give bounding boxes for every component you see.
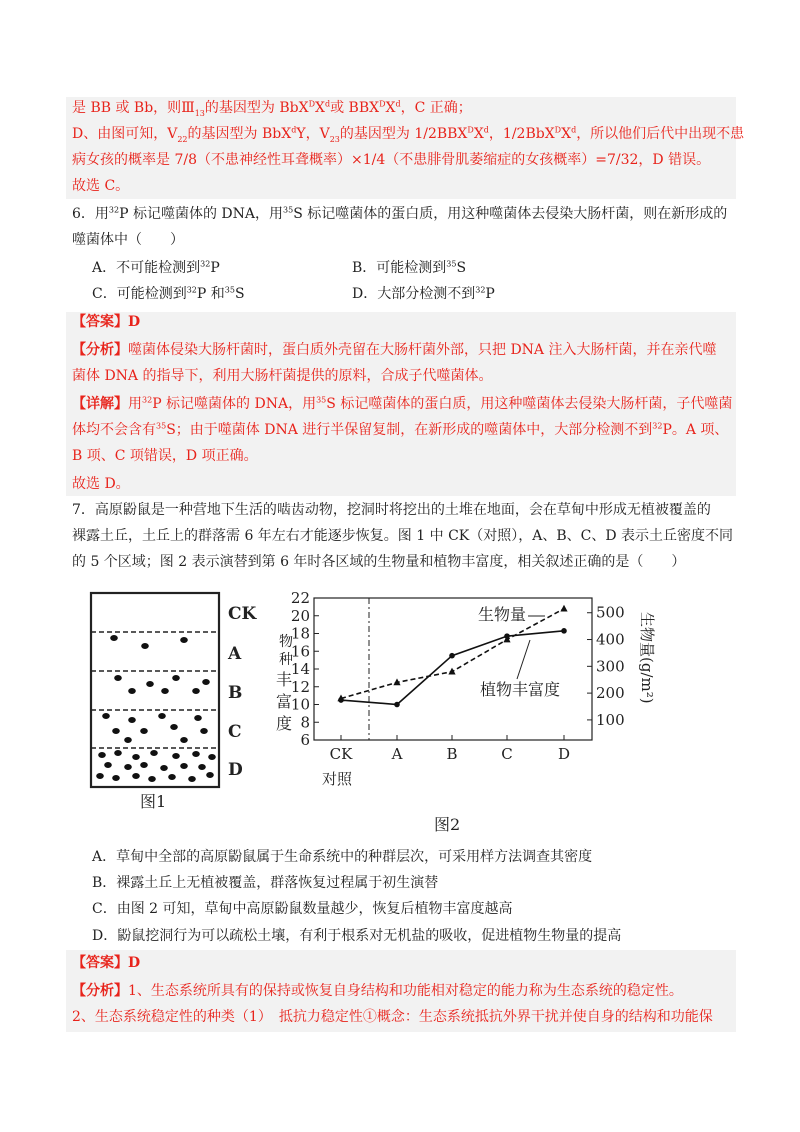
soil-mound-dot xyxy=(158,713,166,719)
row-label-b: B xyxy=(228,683,243,703)
text-line: 故选 C。 xyxy=(72,178,130,194)
q6-detail: B 项、C 项错误，D 项正确。 xyxy=(72,448,258,464)
soil-mound-dot xyxy=(141,643,149,649)
left-axis-label-char: 度 xyxy=(276,714,293,733)
text-line: 是 BB 或 Bb，则$Ⅲ_{13}$的基因型为 $BbX^DX^d$或 $BBX^DX^d$，C 正确； xyxy=(72,99,472,118)
text-line: D、由图可知，$V_{22}$的基因型为 BbX$^d$Y，$V_{23}$的基因型为 $1/2BBX^DX^d$，$1/2BbX^DX^d$，所以他们后代中出现不患 xyxy=(72,125,745,144)
soil-mound-dot xyxy=(172,753,180,759)
soil-mound-dot xyxy=(194,715,202,721)
soil-mound-dot xyxy=(128,717,136,723)
figure-1-frame xyxy=(91,593,219,787)
figure-2-caption: 图2 xyxy=(434,815,461,834)
soil-mound-dot xyxy=(180,737,188,743)
soil-mound-dot xyxy=(202,679,210,685)
left-axis-tick-label: 8 xyxy=(300,713,310,732)
soil-mound-dot xyxy=(192,751,200,757)
right-axis-ticks xyxy=(587,604,625,729)
soil-mound-dot xyxy=(124,737,132,743)
q7-option-c: C．由图 2 可知，草甸中高原鼢鼠数量越少，恢复后植物丰富度越高 xyxy=(92,901,513,917)
soil-mound-dot xyxy=(98,752,106,758)
soil-mound-dot xyxy=(150,750,158,756)
question-7-stem: 的 5 个区域；图 2 表示演替到第 6 年时各区域的生物量和植物丰富度，相关叙述正确的是（ ） xyxy=(72,554,686,570)
right-axis-tick-label: 100 xyxy=(596,710,625,729)
soil-mound-dot xyxy=(140,728,148,734)
q6-answer: 【答案】D xyxy=(72,314,141,330)
q6-option-b: B．可能检测到$^{35}$S xyxy=(352,259,467,276)
q6-option-c: C．可能检测到$^{32}$P 和$^{35}$S xyxy=(92,285,245,302)
soil-mound-dot xyxy=(140,762,148,768)
soil-mound-dot xyxy=(200,728,208,734)
question-6-stem: 噬菌体中（ ） xyxy=(72,232,184,248)
soil-mound-dot xyxy=(198,764,206,770)
richness-point xyxy=(449,653,455,659)
richness-point xyxy=(394,702,400,708)
soil-mound-dot xyxy=(180,763,188,769)
question-7-stem: 裸露土丘，土丘上的群落需 6 年左右才能逐步恢复。图 1 中 CK（对照），A、B、C、D 表示土丘密度不同 xyxy=(72,528,734,544)
soil-mound-dot xyxy=(192,688,200,694)
left-axis-label-char: 种 xyxy=(279,652,293,668)
left-axis-tick-label: 20 xyxy=(290,606,310,625)
q7-option-b: B．裸露土丘上无植被覆盖，群落恢复过程属于初生演替 xyxy=(92,875,439,891)
x-axis-tick-label: B xyxy=(446,745,458,763)
row-label-d: D xyxy=(228,760,243,780)
left-axis-label xyxy=(276,633,293,733)
right-axis-tick-label: 300 xyxy=(596,657,625,676)
x-axis-ticks xyxy=(330,735,570,763)
left-axis-tick-label: 10 xyxy=(290,695,310,714)
left-axis-tick-label: 12 xyxy=(290,677,310,696)
left-axis-label-char: 富 xyxy=(276,692,293,711)
soil-mound-dot xyxy=(160,765,168,771)
left-axis-tick-label: 16 xyxy=(290,642,310,661)
label-biomass: 生物量 xyxy=(478,605,527,624)
soil-mound-dot xyxy=(124,764,132,770)
left-axis-label-char: 物 xyxy=(279,634,293,650)
left-axis-tick-label: 22 xyxy=(290,589,310,607)
soil-mound-dot xyxy=(132,773,140,779)
soil-mound-dot xyxy=(104,762,112,768)
soil-mound-dot xyxy=(112,775,120,781)
chart-frame xyxy=(314,598,592,740)
right-axis-tick-label: 500 xyxy=(596,603,625,622)
q6-analysis: 【分析】噬菌体侵染大肠杆菌时，蛋白质外壳留在大肠杆菌外部，只把 DNA 注入大肠杆菌，并在亲代噬 xyxy=(72,342,717,358)
label-richness: 植物丰富度 xyxy=(480,680,561,699)
soil-mound-dot xyxy=(206,772,214,778)
soil-mound-dot xyxy=(114,675,122,681)
q6-detail: 【详解】用$^{32}$P 标记噬菌体的 DNA，用$^{35}$S 标记噬菌体的蛋白质，用这种噬菌体去侵染大肠杆菌，子代噬菌 xyxy=(72,395,733,412)
figure-1-caption: 图1 xyxy=(140,792,167,810)
left-axis-tick-label: 6 xyxy=(300,731,310,749)
left-axis-tick-label: 14 xyxy=(290,660,310,678)
q7-option-d: D．鼢鼠挖洞行为可以疏松土壤，有利于根系对无机盐的吸收，促进植物生物量的提高 xyxy=(92,928,622,944)
row-label-ck: CK xyxy=(228,604,257,624)
figure-1-dots xyxy=(96,635,216,782)
soil-mound-dot xyxy=(161,688,169,694)
soil-mound-dot xyxy=(112,728,120,734)
right-axis-label: 生物量(g/m²) xyxy=(638,612,656,704)
soil-mound-dot xyxy=(132,754,140,760)
q7-option-a: A．草甸中全部的高原鼢鼠属于生命系统中的种群层次，可采用样方法调查其密度 xyxy=(92,849,593,865)
right-axis-tick-label: 400 xyxy=(596,630,625,649)
q7-answer: 【答案】D xyxy=(72,955,141,971)
soil-mound-dot xyxy=(146,681,154,687)
soil-mound-dot xyxy=(148,776,156,782)
text-line: 病女孩的概率是 7/8（不患神经性耳聋概率）×1/4（不患腓骨肌萎缩症的女孩概率）=7/32，D 错误。 xyxy=(72,152,711,168)
soil-mound-dot xyxy=(188,776,196,782)
left-axis-label-char: 丰 xyxy=(276,670,293,689)
q6-detail: 体均不会含有$^{35}$S；由于噬菌体 DNA 进行半保留复制，在新形成的噬菌体中，大部分检测不到$^{32}$P。A 项、 xyxy=(72,421,729,438)
row-label-a: A xyxy=(228,644,242,664)
figure-2-chart xyxy=(262,588,682,838)
soil-mound-dot xyxy=(208,754,216,760)
q6-analysis: 菌体 DNA 的指导下，利用大肠杆菌提供的原料，合成子代噬菌体。 xyxy=(72,368,493,384)
right-axis-tick-label: 200 xyxy=(596,684,625,703)
x-axis-tick-label: D xyxy=(557,745,571,763)
soil-mound-dot xyxy=(180,637,188,643)
left-axis-ticks xyxy=(291,589,319,749)
soil-mound-dot xyxy=(128,688,136,694)
biomass-point xyxy=(560,605,567,612)
question-7-stem: 7．高原鼢鼠是一种营地下生活的啮齿动物，挖洞时将挖出的土堆在地面，会在草甸中形成无植被覆盖的 xyxy=(72,502,711,518)
soil-mound-dot xyxy=(114,750,122,756)
label-richness-leader xyxy=(517,640,530,679)
figure-1-dividers xyxy=(91,632,219,748)
x-sub-label: 对照 xyxy=(322,770,353,788)
x-axis-tick-label: CK xyxy=(329,745,353,763)
q6-option-d: D．大部分检测不到$^{32}$P xyxy=(352,285,495,302)
figure-1 xyxy=(80,585,280,810)
left-axis-tick-label: 18 xyxy=(290,624,310,643)
soil-mound-dot xyxy=(102,713,110,719)
question-6-stem: 6．用$^{32}$P 标记噬菌体的 DNA，用$^{35}$S 标记噬菌体的蛋白质，用这种噬菌体去侵染大肠杆菌，则在新形成的 xyxy=(72,205,728,222)
row-label-c: C xyxy=(228,722,242,742)
soil-mound-dot xyxy=(170,724,178,730)
soil-mound-dot xyxy=(110,635,118,641)
q6-option-a: A．不可能检测到$^{32}$P xyxy=(92,259,220,276)
x-axis-tick-label: A xyxy=(391,745,403,763)
soil-mound-dot xyxy=(96,773,104,779)
x-axis-tick-label: C xyxy=(501,745,513,763)
q7-analysis: 【分析】1、生态系统所具有的保持或恢复自身结构和功能相对稳定的能力称为生态系统的稳定性。 xyxy=(72,983,683,999)
soil-mound-dot xyxy=(168,774,176,780)
richness-point xyxy=(561,628,567,634)
q6-detail: 故选 D。 xyxy=(72,476,130,492)
q7-analysis: 2、生态系统稳定性的种类（1） 抵抗力稳定性①概念：生态系统抵抗外界干扰并使自身的结构和功能保 xyxy=(72,1009,713,1025)
soil-mound-dot xyxy=(172,675,180,681)
